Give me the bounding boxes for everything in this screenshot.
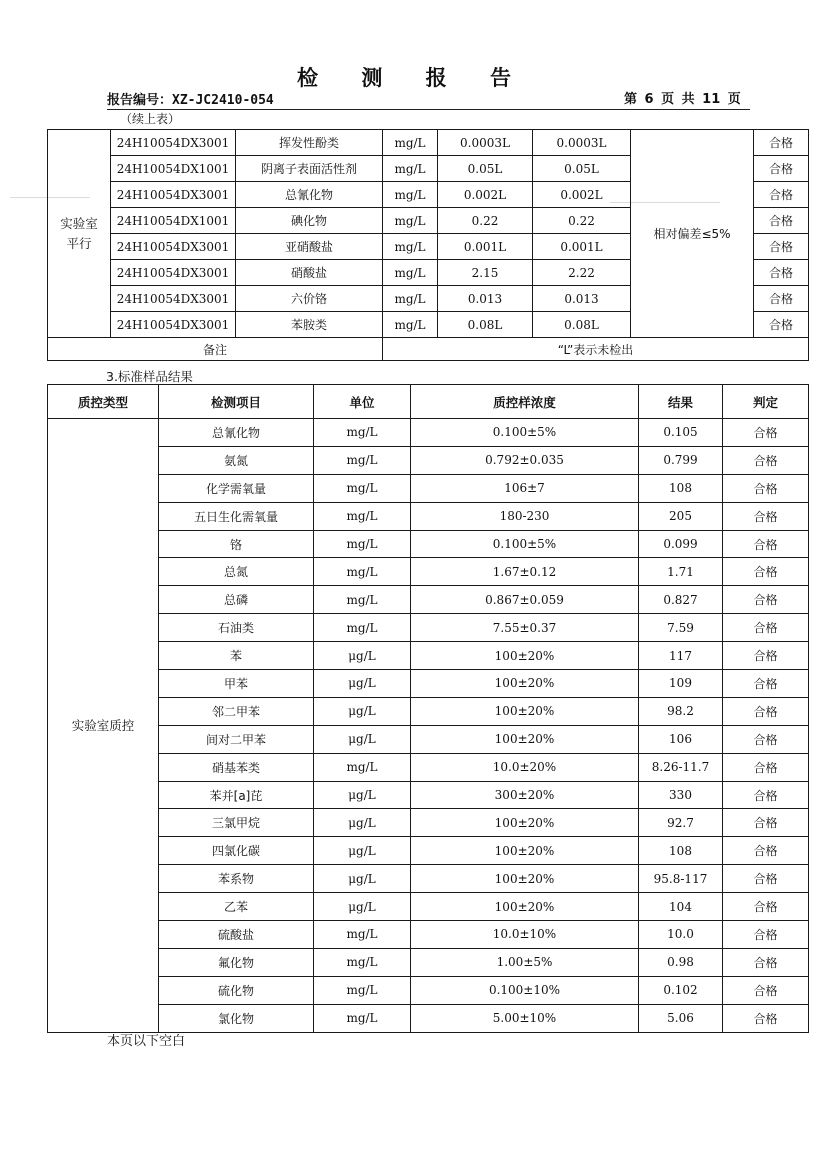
qc-concentration: 5.00±10% — [411, 1004, 639, 1032]
judgement: 合格 — [754, 286, 809, 312]
test-item: 硫化物 — [159, 976, 314, 1004]
test-item: 铬 — [159, 530, 314, 558]
sample-id: 24H10054DX3001 — [111, 260, 236, 286]
report-number: 报告编号：XZ-JC2410-054 — [107, 93, 274, 108]
result-value: 1.71 — [639, 558, 723, 586]
judgement: 合格 — [723, 837, 809, 865]
test-item: 苯 — [159, 642, 314, 670]
header-qc-type: 质控类型 — [48, 385, 159, 419]
continued-label: （续上表） — [120, 112, 181, 126]
test-item: 乙苯 — [159, 893, 314, 921]
unit: mg/L — [314, 976, 411, 1004]
unit: mg/L — [314, 446, 411, 474]
test-item: 邻二甲苯 — [159, 697, 314, 725]
qc-concentration: 106±7 — [411, 474, 639, 502]
table-row — [48, 921, 809, 949]
test-item: 亚硝酸盐 — [236, 234, 383, 260]
remark-label: 备注 — [48, 338, 383, 361]
table-header-row — [48, 385, 809, 419]
group-label-lab-parallel: 实验室 平行 — [48, 130, 111, 338]
test-item: 阴离子表面活性剂 — [236, 156, 383, 182]
result-value: 0.099 — [639, 530, 723, 558]
judgement: 合格 — [723, 725, 809, 753]
unit: μg/L — [314, 809, 411, 837]
test-item: 六价铬 — [236, 286, 383, 312]
judgement: 合格 — [723, 614, 809, 642]
judgement: 合格 — [723, 446, 809, 474]
unit: mg/L — [383, 182, 438, 208]
test-item: 苯并[a]芘 — [159, 781, 314, 809]
unit: μg/L — [314, 670, 411, 698]
test-item: 四氯化碳 — [159, 837, 314, 865]
table-row — [48, 893, 809, 921]
unit: mg/L — [314, 921, 411, 949]
judgement: 合格 — [723, 558, 809, 586]
judgement: 合格 — [723, 976, 809, 1004]
test-item: 总氰化物 — [159, 419, 314, 447]
judgement: 合格 — [723, 948, 809, 976]
result-value: 0.102 — [639, 976, 723, 1004]
table-row — [48, 753, 809, 781]
judgement: 合格 — [723, 865, 809, 893]
table-row — [48, 865, 809, 893]
table-row — [48, 586, 809, 614]
qc-concentration: 180-230 — [411, 502, 639, 530]
judgement: 合格 — [723, 809, 809, 837]
table-row — [48, 670, 809, 698]
unit: mg/L — [314, 474, 411, 502]
parallel-value-1: 0.22 — [438, 208, 533, 234]
sample-id: 24H10054DX3001 — [111, 182, 236, 208]
test-item: 总磷 — [159, 586, 314, 614]
unit: μg/L — [314, 781, 411, 809]
result-value: 109 — [639, 670, 723, 698]
unit: μg/L — [314, 697, 411, 725]
sample-id: 24H10054DX3001 — [111, 312, 236, 338]
qc-concentration: 100±20% — [411, 809, 639, 837]
parallel-value-2: 0.08L — [533, 312, 631, 338]
table-row — [48, 697, 809, 725]
parallel-value-1: 0.002L — [438, 182, 533, 208]
unit: mg/L — [314, 948, 411, 976]
qc-concentration: 0.100±5% — [411, 419, 639, 447]
qc-concentration: 0.100±10% — [411, 976, 639, 1004]
header-divider — [107, 109, 750, 110]
result-value: 98.2 — [639, 697, 723, 725]
result-value: 95.8-117 — [639, 865, 723, 893]
judgement: 合格 — [754, 260, 809, 286]
unit: μg/L — [314, 893, 411, 921]
standard-samples-table — [47, 384, 809, 1033]
parallel-value-2: 0.0003L — [533, 130, 631, 156]
page-number: 第 6 页 共 11 页 — [624, 92, 741, 107]
test-item: 总氰化物 — [236, 182, 383, 208]
test-item: 甲苯 — [159, 670, 314, 698]
judgement: 合格 — [754, 182, 809, 208]
judgement: 合格 — [723, 474, 809, 502]
test-item: 氟化物 — [159, 948, 314, 976]
judgement: 合格 — [723, 530, 809, 558]
result-value: 0.105 — [639, 419, 723, 447]
unit: mg/L — [383, 286, 438, 312]
parallel-value-1: 0.08L — [438, 312, 533, 338]
result-value: 108 — [639, 474, 723, 502]
remark-text: “L”表示未检出 — [383, 338, 809, 361]
unit: mg/L — [314, 502, 411, 530]
unit: mg/L — [314, 558, 411, 586]
result-value: 0.827 — [639, 586, 723, 614]
result-value: 0.98 — [639, 948, 723, 976]
qc-concentration: 100±20% — [411, 642, 639, 670]
judgement: 合格 — [754, 130, 809, 156]
parallel-value-2: 0.001L — [533, 234, 631, 260]
test-item: 苯胺类 — [236, 312, 383, 338]
qc-concentration: 10.0±10% — [411, 921, 639, 949]
judgement: 合格 — [723, 781, 809, 809]
judgement: 合格 — [723, 642, 809, 670]
test-item: 挥发性酚类 — [236, 130, 383, 156]
judgement: 合格 — [723, 502, 809, 530]
unit: mg/L — [383, 312, 438, 338]
parallel-value-1: 0.0003L — [438, 130, 533, 156]
group-label-lab-qc: 实验室质控 — [48, 419, 159, 1033]
parallel-value-1: 0.05L — [438, 156, 533, 182]
judgement: 合格 — [723, 586, 809, 614]
unit: mg/L — [314, 753, 411, 781]
test-item: 间对二甲苯 — [159, 725, 314, 753]
table-row — [48, 474, 809, 502]
unit: mg/L — [383, 260, 438, 286]
unit: mg/L — [383, 234, 438, 260]
parallel-value-2: 2.22 — [533, 260, 631, 286]
result-value: 330 — [639, 781, 723, 809]
table-row — [48, 948, 809, 976]
table-row — [48, 419, 809, 447]
judgement: 合格 — [723, 1004, 809, 1032]
parallel-value-2: 0.05L — [533, 156, 631, 182]
unit: μg/L — [314, 642, 411, 670]
judgement: 合格 — [723, 921, 809, 949]
table-row — [48, 725, 809, 753]
unit: mg/L — [314, 530, 411, 558]
sample-id: 24H10054DX3001 — [111, 234, 236, 260]
qc-concentration: 100±20% — [411, 697, 639, 725]
qc-concentration: 100±20% — [411, 837, 639, 865]
test-item: 碘化物 — [236, 208, 383, 234]
qc-concentration: 100±20% — [411, 725, 639, 753]
judgement: 合格 — [723, 753, 809, 781]
report-title: 检 测 报 告 — [297, 66, 529, 90]
result-value: 205 — [639, 502, 723, 530]
unit: mg/L — [314, 614, 411, 642]
section-title-standard-samples: 3.标准样品结果 — [106, 369, 193, 384]
unit: μg/L — [314, 837, 411, 865]
qc-concentration: 100±20% — [411, 893, 639, 921]
table-row — [48, 837, 809, 865]
unit: μg/L — [314, 725, 411, 753]
table-row — [48, 446, 809, 474]
result-value: 104 — [639, 893, 723, 921]
unit: μg/L — [314, 865, 411, 893]
parallel-value-2: 0.002L — [533, 182, 631, 208]
parallel-value-1: 2.15 — [438, 260, 533, 286]
table-row — [48, 614, 809, 642]
qc-concentration: 0.100±5% — [411, 530, 639, 558]
result-value: 5.06 — [639, 1004, 723, 1032]
judgement: 合格 — [723, 697, 809, 725]
judgement: 合格 — [754, 208, 809, 234]
blank-below-note: 本页以下空白 — [107, 1034, 186, 1049]
parallel-value-1: 0.013 — [438, 286, 533, 312]
table-row — [48, 809, 809, 837]
parallel-value-2: 0.22 — [533, 208, 631, 234]
qc-concentration: 1.00±5% — [411, 948, 639, 976]
remark-row — [48, 338, 809, 361]
test-item: 三氯甲烷 — [159, 809, 314, 837]
qc-concentration: 1.67±0.12 — [411, 558, 639, 586]
sample-id: 24H10054DX3001 — [111, 130, 236, 156]
result-value: 92.7 — [639, 809, 723, 837]
judgement: 合格 — [754, 234, 809, 260]
result-value: 8.26-11.7 — [639, 753, 723, 781]
unit: mg/L — [383, 156, 438, 182]
table-row — [48, 1004, 809, 1032]
header-result: 结果 — [639, 385, 723, 419]
table-row — [48, 781, 809, 809]
result-value: 10.0 — [639, 921, 723, 949]
sample-id: 24H10054DX1001 — [111, 156, 236, 182]
result-value: 7.59 — [639, 614, 723, 642]
unit: mg/L — [383, 130, 438, 156]
parallel-value-1: 0.001L — [438, 234, 533, 260]
test-item: 硫酸盐 — [159, 921, 314, 949]
table-row — [48, 130, 809, 156]
test-item: 五日生化需氧量 — [159, 502, 314, 530]
sample-id: 24H10054DX1001 — [111, 208, 236, 234]
test-item: 总氮 — [159, 558, 314, 586]
test-item: 氯化物 — [159, 1004, 314, 1032]
test-item: 化学需氧量 — [159, 474, 314, 502]
judgement: 合格 — [723, 670, 809, 698]
table-row — [48, 558, 809, 586]
result-value: 117 — [639, 642, 723, 670]
header-unit: 单位 — [314, 385, 411, 419]
test-item: 硝基苯类 — [159, 753, 314, 781]
unit: mg/L — [314, 1004, 411, 1032]
test-item: 石油类 — [159, 614, 314, 642]
qc-concentration: 300±20% — [411, 781, 639, 809]
parallel-samples-table — [47, 129, 809, 361]
table-row — [48, 642, 809, 670]
qc-concentration: 100±20% — [411, 865, 639, 893]
header-qc-concentration: 质控样浓度 — [411, 385, 639, 419]
test-item: 苯系物 — [159, 865, 314, 893]
judgement: 合格 — [754, 156, 809, 182]
judgement: 合格 — [754, 312, 809, 338]
sample-id: 24H10054DX3001 — [111, 286, 236, 312]
deviation-criterion: 相对偏差≤5% — [631, 130, 754, 338]
qc-concentration: 7.55±0.37 — [411, 614, 639, 642]
qc-concentration: 100±20% — [411, 670, 639, 698]
table-row — [48, 530, 809, 558]
header-judgement: 判定 — [723, 385, 809, 419]
table-row — [48, 976, 809, 1004]
qc-concentration: 10.0±20% — [411, 753, 639, 781]
result-value: 108 — [639, 837, 723, 865]
qc-concentration: 0.867±0.059 — [411, 586, 639, 614]
test-item: 硝酸盐 — [236, 260, 383, 286]
judgement: 合格 — [723, 419, 809, 447]
result-value: 0.799 — [639, 446, 723, 474]
qc-concentration: 0.792±0.035 — [411, 446, 639, 474]
header-test-item: 检测项目 — [159, 385, 314, 419]
unit: mg/L — [383, 208, 438, 234]
parallel-value-2: 0.013 — [533, 286, 631, 312]
unit: mg/L — [314, 586, 411, 614]
table-row — [48, 502, 809, 530]
judgement: 合格 — [723, 893, 809, 921]
unit: mg/L — [314, 419, 411, 447]
test-item: 氨氮 — [159, 446, 314, 474]
result-value: 106 — [639, 725, 723, 753]
